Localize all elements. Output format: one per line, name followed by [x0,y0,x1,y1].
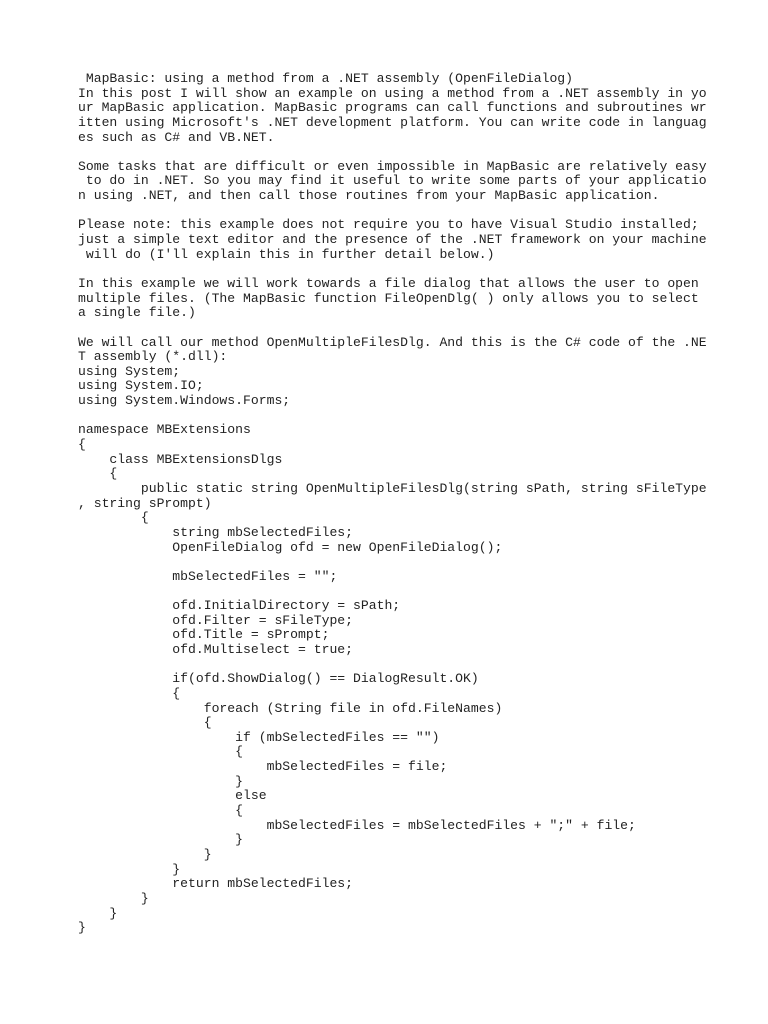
text-line [78,262,758,277]
text-line: ur MapBasic application. MapBasic programs can call functions and subroutines wr [78,100,707,116]
text-line: namespace MBExtensions [78,422,251,438]
text-line: multiple files. (The MapBasic function FileOpenDlg( ) only allows you to select [78,290,699,306]
text-line [78,321,758,336]
text-line: mbSelectedFiles = mbSelectedFiles + ";" + file; [78,817,636,833]
text-line: ofd.Filter = sFileType; [78,612,354,628]
text-line: } [78,920,86,936]
document-body [78,72,758,936]
document-title: MapBasic: using a method from a .NET assembly (OpenFileDialog) [78,71,574,86]
text-line: ofd.Title = sPrompt; [78,627,330,643]
text-line: ofd.Multiselect = true; [78,641,354,657]
text-line: } [78,846,212,862]
text-line: { [78,466,118,482]
text-line: mbSelectedFiles = file; [78,759,448,775]
text-line: return mbSelectedFiles; [78,876,354,892]
text-line: { [78,437,86,453]
text-line: public static string OpenMultipleFilesDlg(string sPath, string sFileType [78,480,707,496]
text-line [78,204,758,219]
text-line: if(ofd.ShowDialog() == DialogResult.OK) [78,671,479,687]
text-line: using System.IO; [78,378,204,394]
text-line: es such as C# and VB.NET. [78,129,275,145]
text-line [78,584,758,599]
text-line: In this post I will show an example on using a method from a .NET assembly in yo [78,85,707,101]
text-line [78,409,758,424]
document-page [78,72,758,936]
text-line: , string sPrompt) [78,495,212,511]
text-line [78,658,758,673]
text-line: In this example we will work towards a file dialog that allows the user to open [78,275,699,291]
text-line: else [78,788,267,804]
text-line: mbSelectedFiles = ""; [78,568,338,584]
text-line: a single file.) [78,305,196,321]
text-line: { [78,744,244,760]
text-line: Please note: this example does not require you to have Visual Studio installed; [78,217,699,233]
text-line: OpenFileDialog ofd = new OpenFileDialog(); [78,539,503,555]
text-line: } [78,890,149,906]
text-line: We will call our method OpenMultipleFilesDlg. And this is the C# code of the .NE [78,334,707,350]
text-line: T assembly (*.dll): [78,349,228,365]
text-line: itten using Microsoft's .NET development platform. You can write code in languag [78,114,707,130]
text-line: if (mbSelectedFiles == "") [78,729,440,745]
text-line: } [78,905,118,921]
text-line: foreach (String file in ofd.FileNames) [78,700,503,716]
text-line [78,555,758,570]
text-line: using System.Windows.Forms; [78,393,291,409]
text-line: } [78,773,244,789]
text-line: { [78,715,212,731]
text-line [78,145,758,160]
text-line: ofd.InitialDirectory = sPath; [78,598,401,614]
text-line: class MBExtensionsDlgs [78,451,283,467]
text-line: { [78,685,181,701]
text-line: { [78,510,149,526]
text-line: n using .NET, and then call those routines from your MapBasic application. [78,188,660,204]
text-line: using System; [78,363,181,379]
text-line: will do (I'll explain this in further detail below.) [78,246,495,262]
text-line: to do in .NET. So you may find it useful to write some parts of your applicatio [78,173,707,189]
text-line: string mbSelectedFiles; [78,524,354,540]
text-line: just a simple text editor and the presence of the .NET framework on your machine [78,232,707,248]
text-line: } [78,861,181,877]
text-line: { [78,803,244,819]
text-line: Some tasks that are difficult or even impossible in MapBasic are relatively easy [78,158,707,174]
text-line: } [78,832,244,848]
